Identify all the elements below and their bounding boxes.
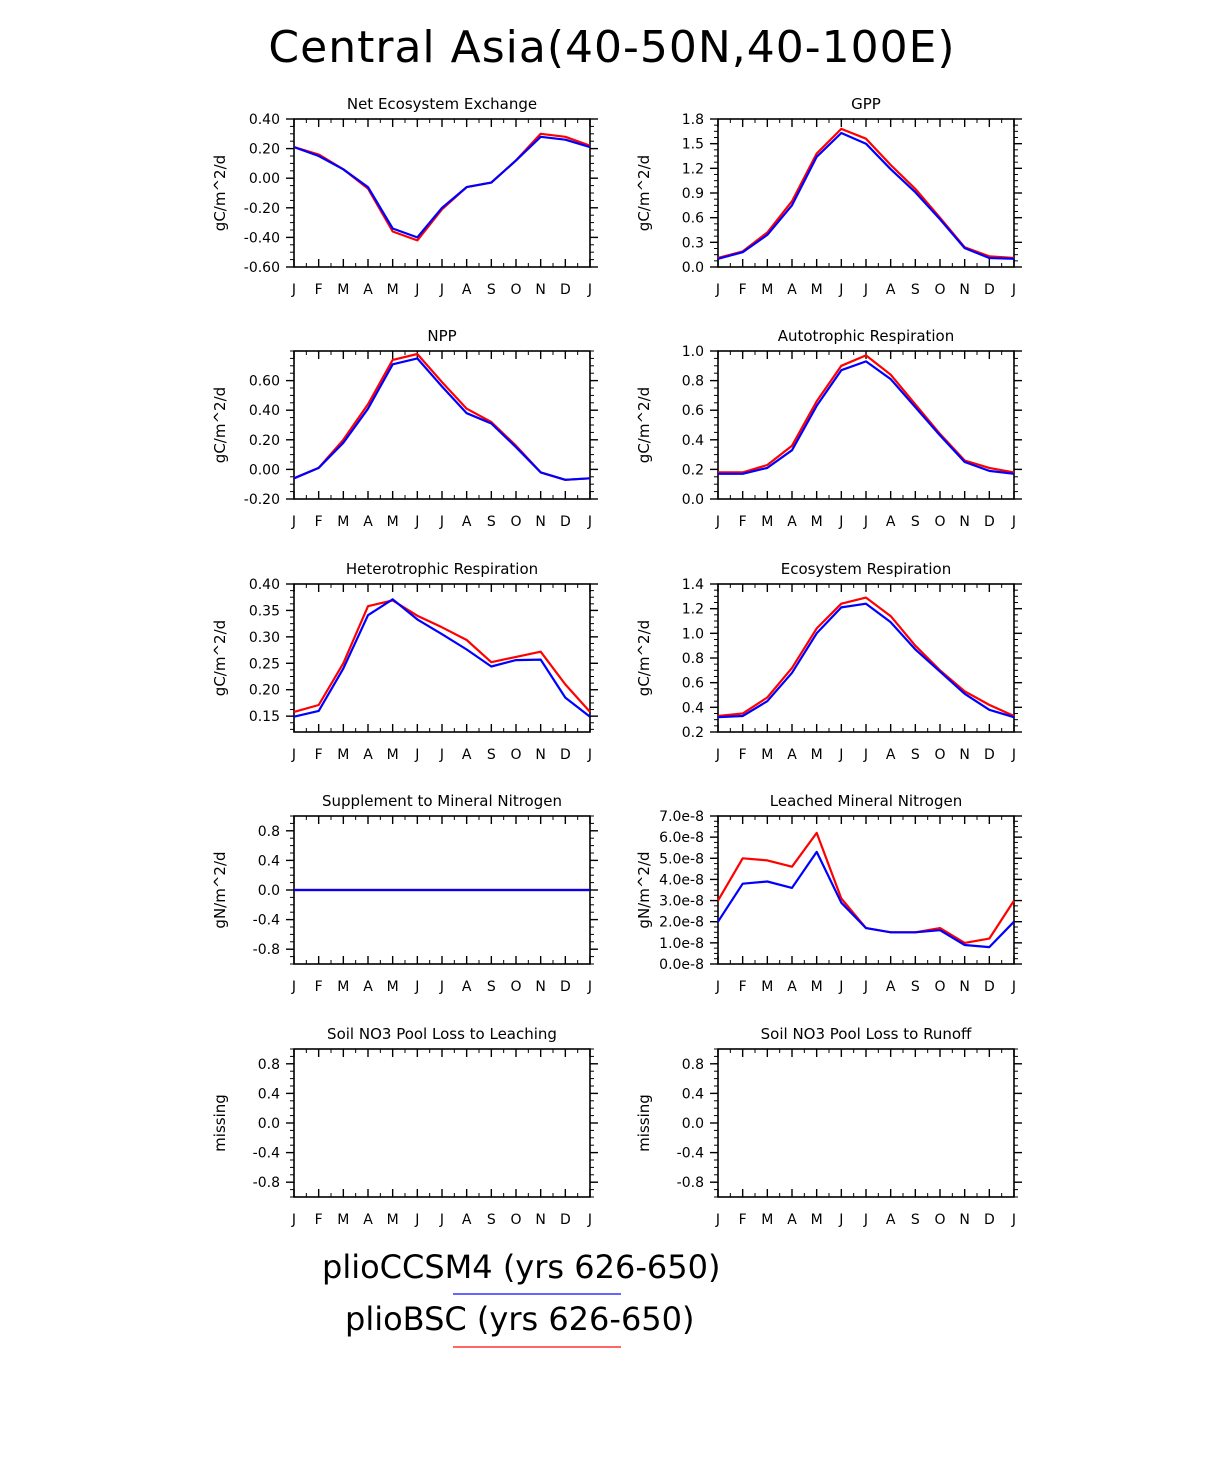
legend-line-1 (453, 1346, 621, 1348)
x-tick-label: J (439, 282, 445, 298)
y-tick-label: 0.9 (681, 186, 704, 202)
legend-entry-1: plioBSC (yrs 626-650) (345, 1300, 695, 1338)
y-tick-label: 2.0e-8 (659, 914, 704, 931)
x-tick-label: J (1011, 1212, 1017, 1228)
legend-line-0 (453, 1293, 621, 1295)
panel-title: Ecosystem Respiration (780, 560, 952, 578)
series-line-0 (294, 600, 590, 712)
panel-title: Leached Mineral Nitrogen (769, 792, 963, 810)
x-tick-label: J (587, 1212, 593, 1228)
y-tick-label: 0.8 (681, 1056, 704, 1073)
x-tick-label: A (363, 1212, 373, 1228)
x-tick-label: F (314, 979, 323, 995)
panel-title: Heterotrophic Respiration (345, 560, 539, 578)
x-tick-label: M (386, 514, 399, 530)
x-tick-label: J (839, 1212, 844, 1228)
x-tick-label: M (337, 282, 350, 298)
panel-title: Soil NO3 Pool Loss to Runoff (760, 1025, 972, 1043)
x-tick-label: F (738, 282, 747, 298)
x-tick-label: F (738, 1212, 747, 1228)
plot-frame (718, 351, 1014, 499)
x-tick-label: O (510, 514, 522, 530)
plot-frame (294, 1049, 590, 1197)
y-tick-label: 0.8 (257, 1056, 280, 1073)
series-line-1 (718, 133, 1014, 259)
x-tick-label: S (910, 747, 920, 763)
x-tick-label: F (738, 979, 747, 995)
x-tick-label: F (314, 1212, 323, 1228)
x-tick-label: J (415, 514, 420, 530)
x-tick-label: M (761, 747, 774, 763)
y-tick-label: 0.40 (248, 112, 280, 128)
y-axis-label: gN/m^2/d (211, 851, 229, 929)
x-tick-label: J (715, 747, 721, 763)
x-tick-label: F (314, 514, 323, 530)
y-axis-label: missing (635, 1094, 653, 1152)
x-tick-label: M (386, 747, 399, 763)
x-tick-label: A (363, 979, 373, 995)
x-tick-label: F (314, 747, 323, 763)
x-tick-label: J (415, 282, 420, 298)
x-tick-label: N (535, 747, 546, 763)
x-tick-label: A (461, 747, 472, 763)
x-tick-label: M (386, 282, 399, 298)
panel-6 (211, 792, 598, 995)
y-tick-label: 0.0 (681, 492, 704, 508)
x-tick-label: S (486, 514, 496, 530)
y-tick-label: 1.0e-8 (659, 935, 704, 952)
plot-frame (294, 351, 590, 499)
y-tick-label: 1.0 (681, 344, 704, 360)
y-tick-label: 0.40 (248, 403, 280, 420)
y-tick-label: 0.2 (681, 725, 704, 741)
x-tick-label: O (510, 979, 522, 995)
x-tick-label: D (983, 747, 995, 763)
x-tick-label: A (461, 514, 472, 530)
y-tick-label: 0.8 (681, 373, 704, 390)
y-axis-label: gC/m^2/d (635, 386, 653, 464)
x-tick-label: N (535, 282, 546, 298)
x-tick-label: A (461, 1212, 472, 1228)
panel-0 (211, 95, 598, 298)
x-tick-label: A (885, 979, 896, 995)
x-tick-label: D (559, 747, 571, 763)
y-tick-label: -0.8 (252, 942, 280, 959)
x-tick-label: A (363, 747, 373, 763)
y-tick-label: 0.20 (248, 432, 280, 449)
y-tick-label: 1.0 (681, 626, 704, 643)
x-tick-label: D (983, 514, 995, 530)
x-tick-label: M (337, 514, 350, 530)
x-tick-label: J (439, 514, 445, 530)
y-tick-label: 0.4 (681, 1086, 704, 1103)
panel-2 (211, 327, 598, 530)
x-tick-label: A (787, 1212, 797, 1228)
panel-3 (635, 327, 1022, 530)
x-tick-label: J (587, 747, 593, 763)
y-tick-label: 0.0 (681, 260, 704, 276)
x-tick-label: J (291, 1212, 297, 1228)
x-tick-label: J (863, 1212, 869, 1228)
series-line-0 (718, 833, 1014, 943)
x-tick-label: A (363, 514, 373, 530)
x-tick-label: O (934, 979, 946, 995)
y-tick-label: 0.0 (257, 883, 280, 899)
x-tick-label: J (439, 747, 445, 763)
panel-title: Autotrophic Respiration (777, 327, 955, 345)
panel-8 (211, 1025, 598, 1228)
x-tick-label: O (510, 1212, 522, 1228)
x-tick-label: M (761, 1212, 774, 1228)
plot-frame (718, 1049, 1014, 1197)
x-tick-label: M (761, 979, 774, 995)
x-tick-label: O (934, 747, 946, 763)
x-tick-label: J (863, 979, 869, 995)
panel-title: Supplement to Mineral Nitrogen (322, 792, 562, 810)
x-tick-label: J (439, 1212, 445, 1228)
x-tick-label: M (810, 747, 823, 763)
x-tick-label: J (863, 747, 869, 763)
x-tick-label: J (587, 979, 593, 995)
x-tick-label: J (839, 979, 844, 995)
x-tick-label: O (934, 1212, 946, 1228)
x-tick-label: J (291, 979, 297, 995)
series-line-1 (294, 358, 590, 479)
x-tick-label: O (934, 282, 946, 298)
x-tick-label: A (787, 747, 797, 763)
x-tick-label: J (439, 979, 445, 995)
y-tick-label: 5.0e-8 (659, 851, 704, 868)
x-tick-label: N (959, 514, 970, 530)
x-tick-label: J (715, 979, 721, 995)
x-tick-label: A (885, 747, 896, 763)
panel-title: GPP (851, 95, 881, 113)
y-tick-label: 0.4 (681, 432, 704, 449)
series-line-0 (718, 355, 1014, 472)
y-tick-label: 0.35 (248, 603, 280, 620)
x-tick-label: J (839, 514, 844, 530)
x-tick-label: O (934, 514, 946, 530)
y-tick-label: 1.4 (681, 577, 704, 593)
y-tick-label: 0.2 (681, 462, 704, 479)
series-line-0 (294, 354, 590, 480)
x-tick-label: A (363, 282, 373, 298)
x-tick-label: S (486, 747, 496, 763)
y-tick-label: 0.8 (681, 651, 704, 667)
y-tick-label: -0.20 (243, 200, 280, 217)
x-tick-label: J (587, 514, 593, 530)
x-tick-label: N (535, 514, 546, 530)
y-tick-label: 0.40 (248, 577, 280, 593)
x-tick-label: D (983, 1212, 995, 1228)
x-tick-label: N (535, 1212, 546, 1228)
x-tick-label: A (885, 514, 896, 530)
y-tick-label: 0.6 (681, 403, 704, 420)
x-tick-label: F (738, 514, 747, 530)
x-tick-label: J (1011, 747, 1017, 763)
x-tick-label: D (559, 282, 571, 298)
y-tick-label: 6.0e-8 (659, 830, 704, 847)
y-tick-label: -0.4 (676, 1145, 704, 1162)
x-tick-label: M (386, 1212, 399, 1228)
y-tick-label: 1.2 (681, 601, 704, 618)
y-tick-label: 1.2 (681, 161, 704, 178)
series-line-1 (294, 137, 590, 238)
y-tick-label: 0.0 (257, 1116, 280, 1132)
y-tick-label: -0.20 (243, 492, 280, 508)
y-tick-label: 0.6 (681, 210, 704, 227)
x-tick-label: J (415, 747, 420, 763)
x-tick-label: M (337, 747, 350, 763)
x-tick-label: J (291, 282, 297, 298)
panel-title: NPP (427, 327, 457, 345)
x-tick-label: M (761, 514, 774, 530)
x-tick-label: N (535, 979, 546, 995)
panel-title: Net Ecosystem Exchange (346, 95, 538, 113)
x-tick-label: S (486, 1212, 496, 1228)
legend-entry-0: plioCCSM4 (yrs 626-650) (322, 1248, 721, 1286)
x-tick-label: F (738, 747, 747, 763)
y-tick-label: 0.60 (248, 373, 280, 390)
y-axis-label: missing (211, 1094, 229, 1152)
x-tick-label: D (559, 514, 571, 530)
y-tick-label: -0.8 (676, 1175, 704, 1192)
panel-1 (635, 95, 1022, 298)
series-line-1 (718, 852, 1014, 947)
panel-5 (635, 560, 1022, 763)
x-tick-label: A (787, 282, 797, 298)
page-title: Central Asia(40-50N,40-100E) (268, 22, 956, 73)
x-tick-label: N (959, 1212, 970, 1228)
y-tick-label: 0.25 (248, 656, 280, 673)
x-tick-label: N (959, 979, 970, 995)
y-axis-label: gC/m^2/d (211, 386, 229, 464)
y-tick-label: 0.0 (681, 1116, 704, 1132)
y-tick-label: 0.00 (248, 171, 280, 188)
y-tick-label: 0.30 (248, 629, 280, 646)
x-tick-label: J (291, 514, 297, 530)
x-tick-label: A (885, 1212, 896, 1228)
y-tick-label: 0.6 (681, 675, 704, 692)
panel-7 (635, 792, 1022, 995)
y-tick-label: 0.4 (257, 1086, 280, 1103)
x-tick-label: J (1011, 282, 1017, 298)
x-tick-label: A (787, 979, 797, 995)
x-tick-label: S (486, 979, 496, 995)
y-tick-label: 1.8 (681, 112, 704, 128)
x-tick-label: O (510, 282, 522, 298)
plot-frame (718, 119, 1014, 267)
x-tick-label: M (337, 979, 350, 995)
x-tick-label: J (715, 282, 721, 298)
x-tick-label: A (787, 514, 797, 530)
x-tick-label: A (461, 282, 472, 298)
plot-frame (718, 584, 1014, 732)
plot-frame (294, 119, 590, 267)
y-tick-label: 7.0e-8 (659, 809, 704, 825)
x-tick-label: S (910, 1212, 920, 1228)
x-tick-label: M (810, 979, 823, 995)
x-tick-label: S (486, 282, 496, 298)
x-tick-label: J (1011, 514, 1017, 530)
y-axis-label: gC/m^2/d (211, 154, 229, 232)
x-tick-label: M (810, 282, 823, 298)
x-tick-label: J (291, 747, 297, 763)
panel-9 (635, 1025, 1022, 1228)
x-tick-label: D (559, 1212, 571, 1228)
series-line-0 (294, 134, 590, 241)
x-tick-label: M (810, 1212, 823, 1228)
x-tick-label: J (415, 979, 420, 995)
x-tick-label: J (863, 282, 869, 298)
x-tick-label: J (839, 282, 844, 298)
x-tick-label: J (415, 1212, 420, 1228)
x-tick-label: J (587, 282, 593, 298)
x-tick-label: J (863, 514, 869, 530)
x-tick-label: M (337, 1212, 350, 1228)
x-tick-label: D (983, 979, 995, 995)
y-axis-label: gC/m^2/d (635, 619, 653, 697)
x-tick-label: J (1011, 979, 1017, 995)
x-tick-label: J (715, 514, 721, 530)
y-tick-label: 3.0e-8 (659, 893, 704, 910)
y-axis-label: gC/m^2/d (211, 619, 229, 697)
series-line-1 (718, 361, 1014, 473)
x-tick-label: N (959, 282, 970, 298)
x-tick-label: N (959, 747, 970, 763)
y-tick-label: 0.4 (681, 700, 704, 717)
y-tick-label: -0.40 (243, 230, 280, 247)
x-tick-label: O (510, 747, 522, 763)
y-axis-label: gC/m^2/d (635, 154, 653, 232)
y-tick-label: 1.5 (681, 136, 704, 153)
x-tick-label: D (559, 979, 571, 995)
x-tick-label: M (761, 282, 774, 298)
y-axis-label: gN/m^2/d (635, 851, 653, 929)
x-tick-label: S (910, 282, 920, 298)
x-tick-label: J (839, 747, 844, 763)
panel-title: Soil NO3 Pool Loss to Leaching (327, 1025, 557, 1043)
y-tick-label: -0.4 (252, 912, 280, 929)
x-tick-label: F (314, 282, 323, 298)
x-tick-label: M (386, 979, 399, 995)
x-tick-label: S (910, 979, 920, 995)
y-tick-label: 4.0e-8 (659, 872, 704, 889)
x-tick-label: A (461, 979, 472, 995)
y-tick-label: -0.60 (243, 260, 280, 276)
x-tick-label: J (715, 1212, 721, 1228)
x-tick-label: S (910, 514, 920, 530)
x-tick-label: D (983, 282, 995, 298)
y-tick-label: -0.8 (252, 1175, 280, 1192)
x-tick-label: A (885, 282, 896, 298)
y-tick-label: 0.3 (681, 235, 704, 252)
y-tick-label: 0.20 (248, 141, 280, 158)
y-tick-label: 0.20 (248, 682, 280, 699)
y-tick-label: 0.4 (257, 853, 280, 870)
y-tick-label: 0.00 (248, 462, 280, 479)
y-tick-label: 0.8 (257, 823, 280, 840)
panel-4 (211, 560, 598, 763)
x-tick-label: M (810, 514, 823, 530)
y-tick-label: 0.0e-8 (659, 957, 704, 973)
y-tick-label: -0.4 (252, 1145, 280, 1162)
y-tick-label: 0.15 (248, 709, 280, 726)
